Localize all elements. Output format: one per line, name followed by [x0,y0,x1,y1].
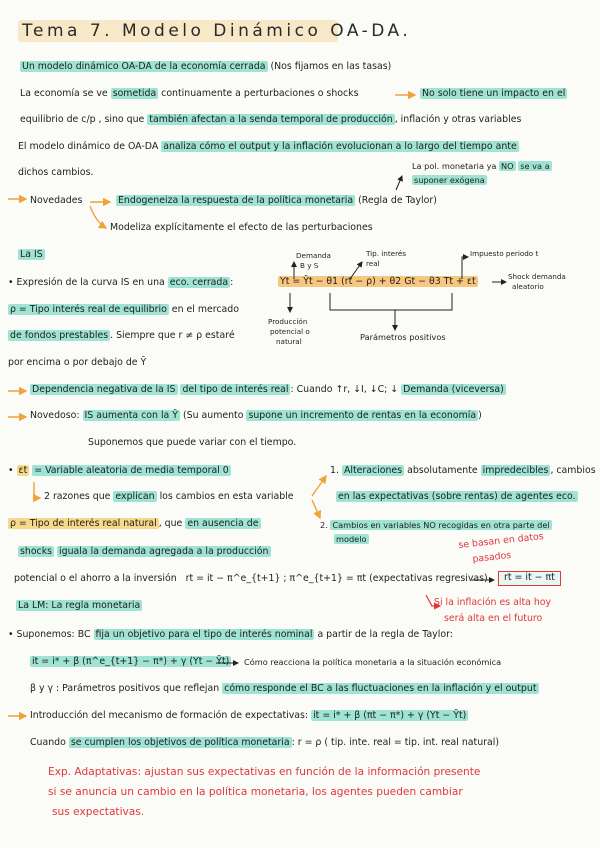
sup-taylor: a partir de la regla de Taylor: [317,629,453,640]
label-impuesto: Impuesto periodo t [470,249,539,258]
fondos-text-b: . Siempre que r ≠ ρ estaré [110,330,235,341]
l1-text-a: La economía se ve [20,88,108,99]
taylor-formula: it = i* + β (π^e_{t+1} − π*) + γ (Yt − Ȳt) [32,656,230,667]
encima-line: por encima o por debajo de Ȳ [8,357,147,368]
label-bys: B y S [300,261,319,270]
intro-exp-text: Introducción del mecanismo de formación de expectativas: [30,710,309,721]
red-exp-1: Exp. Adaptativas: ajustan sus expectativas en función de la información presente [48,766,481,778]
alt-2-cambios: Cambios en variables NO recogidas en otra parte del [332,520,550,530]
pol-note-a: La pol. monetaria ya [412,161,497,171]
l2-text-c: , inflación y otras variables [394,114,522,125]
alt-1-alteraciones: Alteraciones [343,465,403,476]
red-basan-2: pasados [471,549,512,565]
rho-nat-highlight: ρ = Tipo de interés real natural [10,518,157,529]
pot-note: (expectativas regresivas) [369,573,488,584]
cuando-a: Cuando [30,737,66,748]
bg-text-b: cómo responde el BC a las fluctuaciones en la inflación y el output [224,683,537,694]
alt-1-impredecibles: impredecibles [482,465,549,476]
l3-text-a: El modelo dinámico de OA-DA [18,141,159,152]
novedoso-text-c: (Su aumento [183,410,244,421]
label-prod-3: natural [276,337,302,346]
arrow-razones [34,482,40,498]
lm-heading-text: La LM: La regla monetaria [18,600,141,611]
razones-c: los cambios en esta variable [159,491,294,502]
l2-senda: también afectan a la senda temporal de producción [149,114,393,125]
model-note: (Nos fijamos en las tasas) [270,61,392,72]
novedoso-rentas: supone un incremento de rentas en la economía [248,410,477,421]
razones-a: 2 razones que [44,491,111,502]
arrow-pol-note [396,176,402,190]
page-title: Tema 7. Modelo Dinámico OA-DA. [22,21,412,41]
novedoso-label: Novedoso: [30,410,80,421]
rho-nat-c: en ausencia de [187,518,259,529]
sup-label: Suponemos: [16,629,75,640]
rho-text-b: en el mercado [171,304,239,315]
arrow-alt-2 [312,500,320,518]
cuando-d: ( tip. inte. real = tip. int. real natural) [324,737,500,748]
bullet-dot-2: • [8,465,14,476]
alt-1-abs: absolutamente [407,465,478,476]
dep-text-d: Demanda (viceversa) [403,384,504,395]
fondos-highlight: de fondos prestables [10,330,109,341]
red-basan-1: se basan en datos [457,531,545,551]
pot-formula: rt = it − π^e_{t+1} ; π^e_{t+1} = πt [185,573,367,584]
arrow-tip [350,262,362,279]
label-param: Parámetros positivos [360,332,446,342]
l2-text-a: equilibrio de c/p , sino que [20,114,145,125]
is-heading-text: La IS [20,249,43,260]
novedad-2: Modeliza explícitamente el efecto de las perturbaciones [110,222,373,233]
alt-2-num: 2. [320,520,328,530]
l1-text-c: continuamente a perturbaciones o shocks [161,88,359,99]
novedoso-close: ) [478,410,482,421]
novedad-1-note: (Regla de Taylor) [358,195,437,206]
pol-note-c: suponer exógena [414,175,485,185]
cuando-c: : r = ρ [291,737,322,748]
dep-text-c: : Cuando ↑r, ↓I, ↓C; ↓ [290,384,399,395]
rho-highlight: ρ = Tipo interés real de equilibrio [10,304,167,315]
bg-text-a: β y γ : Parámetros positivos que reflejan [30,683,220,694]
label-tip: Tip. interés [366,249,407,258]
novedoso-is: IS aumenta con la Ȳ [84,410,179,421]
suponemos-line: Suponemos que puede variar con el tiempo. [88,437,297,448]
pot-text-a: potencial o el ahorro a la inversión [14,573,177,584]
expr-eco-cerrada: eco. cerrada [169,277,229,288]
arrow-red-inflacion [426,595,440,606]
alt-2-modelo: modelo [336,534,367,544]
label-prod-1: Producción [268,317,308,326]
dep-text-b: del tipo de interés real [182,384,289,395]
label-shock-2: aleatorio [512,282,544,291]
alt-1-expectativas: en las expectativas (sobre rentas) de agentes eco. [338,491,576,502]
taylor-note: Cómo reacciona la política monetaria a la situación económica [244,657,502,667]
arrow-alt-1 [312,476,326,496]
intro-exp-formula: it = i* + β (πt − π*) + γ (Yt − Ȳt) [313,710,467,721]
arrow-impuesto [462,257,468,279]
expr-text-a: Expresión de la curva IS en una [16,277,165,288]
cuando-b: se cumplen los objetivos de política monetaria [70,737,290,748]
eps-text: = Variable aleatoria de media temporal 0 [34,465,229,476]
shocks-word: shocks [20,546,53,557]
alt-1-num: 1. [330,465,339,476]
l1-impacto-text: No solo tiene un impacto en el [422,88,566,99]
pol-note-b: se va a [520,161,550,171]
label-prod-2: potencial o [270,327,310,336]
bracket-parametros [330,293,452,310]
sup-bc: BC [77,629,91,640]
model-highlight: Un modelo dinámico OA-DA de la economía cerrada [22,61,266,72]
novedades-label: Novedades [30,195,83,206]
l3-analiza: analiza cómo el output y la inflación evolucionan a lo largo del tiempo ante [163,141,517,152]
red-inflacion-2: será alta en el futuro [444,613,543,624]
novedad-1-text: Endogeneiza la respuesta de la política monetaria [118,195,354,206]
label-shock-1: Shock demanda [508,272,566,281]
eps-symbol: εt [18,465,28,476]
arrow-nov-2 [90,206,106,228]
alt-1-cambios: , cambios [550,465,596,476]
pol-note-no: NO [501,161,514,171]
bullet-dot: • [8,277,14,288]
l1-sometida: sometida [112,88,157,99]
label-demanda: Demanda [296,251,331,260]
red-exp-2: si se anuncia un cambio en la política monetaria, los agentes pueden cambiar [48,786,463,798]
label-real: real [366,259,380,268]
red-exp-3: sus expectativas. [52,806,145,818]
sup-objetivo: fija un objetivo para el tipo de interés nominal [95,629,313,640]
razones-b: explican [115,491,155,502]
dep-text-a: Dependencia negativa de la IS [32,384,176,395]
is-expression-line: • Expresión de la curva IS en una eco. cerrada : [8,277,234,288]
intro-line-4: dichos cambios. [18,167,94,178]
rt-box: rt = it − πt [498,571,561,586]
is-formula-text: Yt = Ȳt − θ1 (rt − ρ) + θ2 Gt − θ3 Tt + εt [280,276,476,287]
bullet-dot-3: • [8,629,14,640]
red-inflacion-1: Si la inflación es alta hoy [434,597,552,608]
rho-nat-b: , que [158,518,183,529]
shocks-iguala: iguala la demanda agregada a la producción [59,546,269,557]
